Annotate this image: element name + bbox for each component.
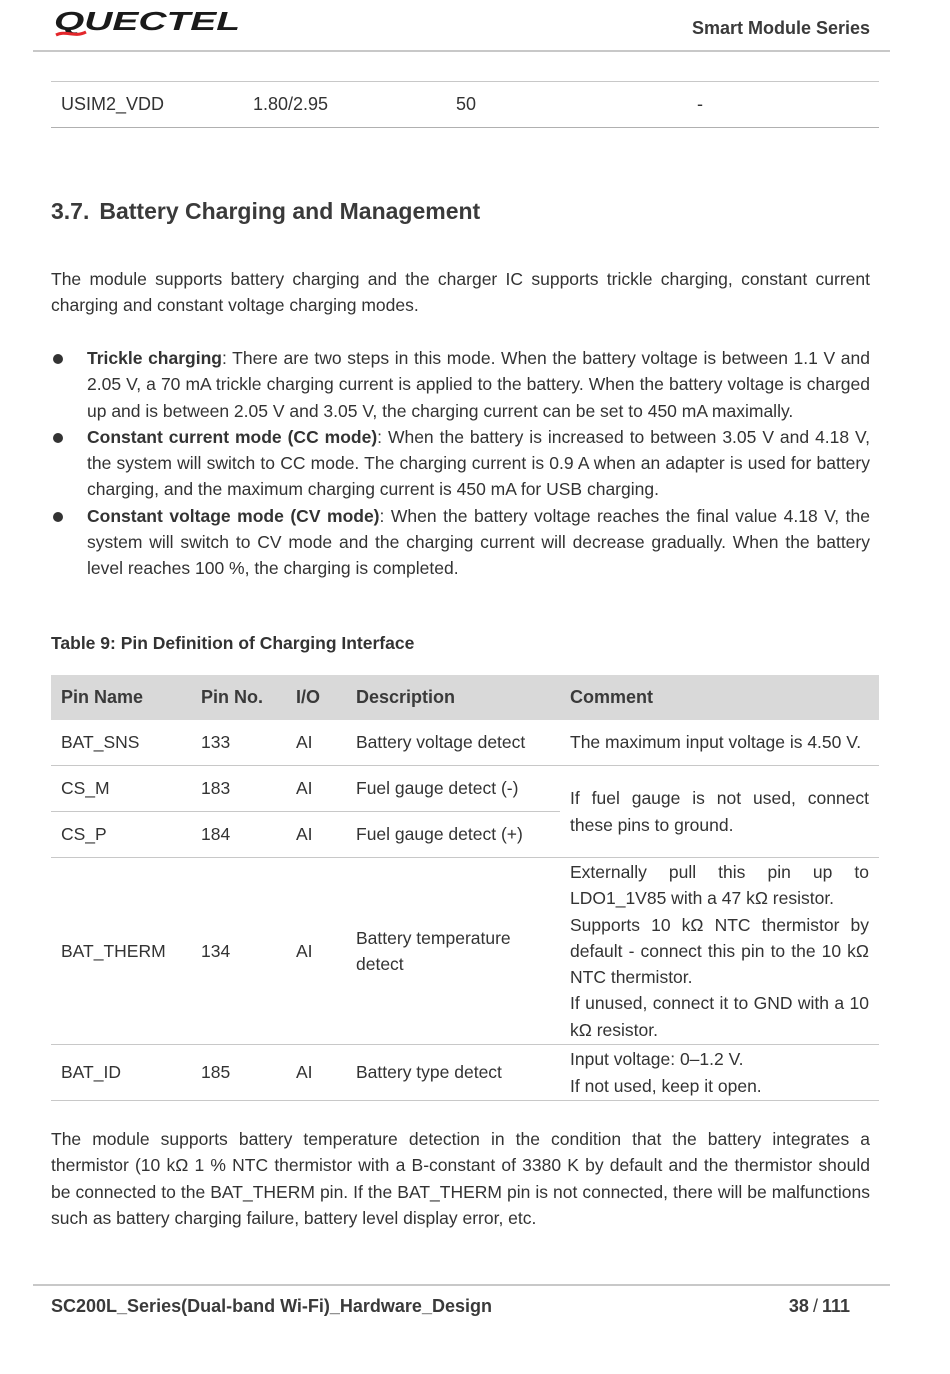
- page-number: [789, 1296, 850, 1317]
- pin-number: 184: [191, 812, 286, 858]
- bullet-term: Constant current mode (CC mode): [87, 426, 378, 447]
- bullet-text: : When the battery voltage reaches the final value 4.18 V, the system will switch to CV mode and the charging current will decrease gradually. When the battery level reaches 100 %, the charging is completed.: [87, 505, 870, 579]
- page-footer: [33, 1284, 890, 1316]
- bullet-text: : There are two steps in this mode. When the battery voltage is between 1.1 V and 2.05 V, a 70 mA trickle charging current is applied to the battery. When the battery voltage is charged up and is between 2.05 V and 3.05 V, the charging current can be set to 450 mA maximally.: [87, 348, 871, 421]
- table-caption: Table 9: Pin Definition of Charging Interface: [51, 633, 415, 653]
- page-header: [33, 0, 890, 52]
- table-row: [51, 766, 879, 812]
- pin-description: Battery temperature detect: [346, 858, 560, 1045]
- list-item: [51, 345, 870, 424]
- table-row: [51, 720, 879, 766]
- pin-comment: The maximum input voltage is 4.50 V.: [560, 720, 879, 766]
- pin-io: AI: [286, 812, 346, 858]
- continued-table: [51, 81, 879, 128]
- pin-comment: [560, 858, 879, 1045]
- table-header-row: [51, 675, 879, 720]
- section-title: [51, 198, 480, 225]
- table-cell: -: [687, 82, 879, 128]
- comment-line: If not used, keep it open.: [570, 1075, 762, 1096]
- list-item: [51, 503, 870, 582]
- bullet-icon: [53, 512, 63, 522]
- pin-io: AI: [286, 1045, 346, 1101]
- column-header: Comment: [560, 675, 879, 720]
- pin-comment: [560, 1045, 879, 1101]
- bullet-icon: [53, 433, 63, 443]
- comment-line: Supports 10 kΩ NTC thermistor by default - connect this pin to the 10 kΩ NTC thermistor.: [570, 914, 869, 988]
- pin-description: Battery type detect: [346, 1045, 560, 1101]
- section-heading: Battery Charging and Management: [99, 198, 481, 224]
- page-separator: /: [812, 1296, 818, 1316]
- table-row: [51, 858, 879, 1045]
- table-row: [51, 82, 879, 128]
- pin-description: Battery voltage detect: [346, 720, 560, 766]
- pin-description: Fuel gauge detect (-): [346, 766, 560, 812]
- bullet-term: Constant voltage mode (CV mode): [87, 505, 380, 526]
- pin-number: 185: [191, 1045, 286, 1101]
- current-page: 38: [788, 1296, 809, 1316]
- pin-number: 134: [191, 858, 286, 1045]
- pin-name: CS_M: [51, 766, 191, 812]
- column-header: Description: [346, 675, 560, 720]
- quectel-logo: [52, 8, 252, 38]
- column-header: Pin No.: [191, 675, 286, 720]
- column-header: Pin Name: [51, 675, 191, 720]
- pin-number: 183: [191, 766, 286, 812]
- pin-description: Fuel gauge detect (+): [346, 812, 560, 858]
- comment-line: Input voltage: 0–1.2 V.: [570, 1049, 744, 1070]
- logo-text: QUECTEL: [54, 8, 240, 36]
- pin-name: CS_P: [51, 812, 191, 858]
- column-header: I/O: [286, 675, 346, 720]
- pin-io: AI: [286, 766, 346, 812]
- table-cell: 50: [446, 82, 687, 128]
- pin-io: AI: [286, 858, 346, 1045]
- bullet-text: : When the battery is increased to between 3.05 V and 4.18 V, the system will switch to CC mode. The charging current is 0.9 A when an adapter is used for battery charging, and the maximum charging current is 450 mA for USB charging.: [87, 426, 870, 500]
- list-item: [51, 424, 870, 503]
- bullet-term: Trickle charging: [87, 348, 222, 368]
- pin-comment: If fuel gauge is not used, connect these pins to ground.: [560, 766, 879, 858]
- pin-definition-table: [51, 675, 879, 1101]
- comment-line: If unused, connect it to GND with a 10 kΩ resistor.: [570, 993, 869, 1040]
- section-number: 3.7.: [51, 198, 90, 224]
- document-name: SC200L_Series(Dual-band Wi-Fi)_Hardware_Design: [51, 1296, 492, 1316]
- pin-name: BAT_SNS: [51, 720, 191, 766]
- closing-paragraph: The module supports battery temperature detection in the condition that the battery integrates a thermistor (10 kΩ 1 % NTC thermistor with a B-constant of 3380 K by default and the thermistor should be connected to the BAT_THERM pin. If the BAT_THERM pin is not connected, there will be malfunctions such as battery charging failure, battery level display error, etc.: [51, 1129, 870, 1228]
- table-row: [51, 1045, 879, 1101]
- table-cell: USIM2_VDD: [51, 82, 243, 128]
- intro-paragraph: The module supports battery charging and the charger IC supports trickle charging, constant current charging and constant voltage charging modes.: [51, 269, 870, 316]
- pin-number: 133: [191, 720, 286, 766]
- pin-name: BAT_ID: [51, 1045, 191, 1101]
- charging-mode-list: [51, 345, 870, 582]
- table-cell: 1.80/2.95: [243, 82, 446, 128]
- bullet-icon: [53, 354, 63, 364]
- series-name: Smart Module Series: [691, 18, 870, 38]
- comment-line: Externally pull this pin up to LDO1_1V85 with a 47 kΩ resistor.: [570, 862, 869, 909]
- pin-io: AI: [286, 720, 346, 766]
- total-pages: 111: [821, 1296, 850, 1316]
- pin-name: BAT_THERM: [51, 858, 191, 1045]
